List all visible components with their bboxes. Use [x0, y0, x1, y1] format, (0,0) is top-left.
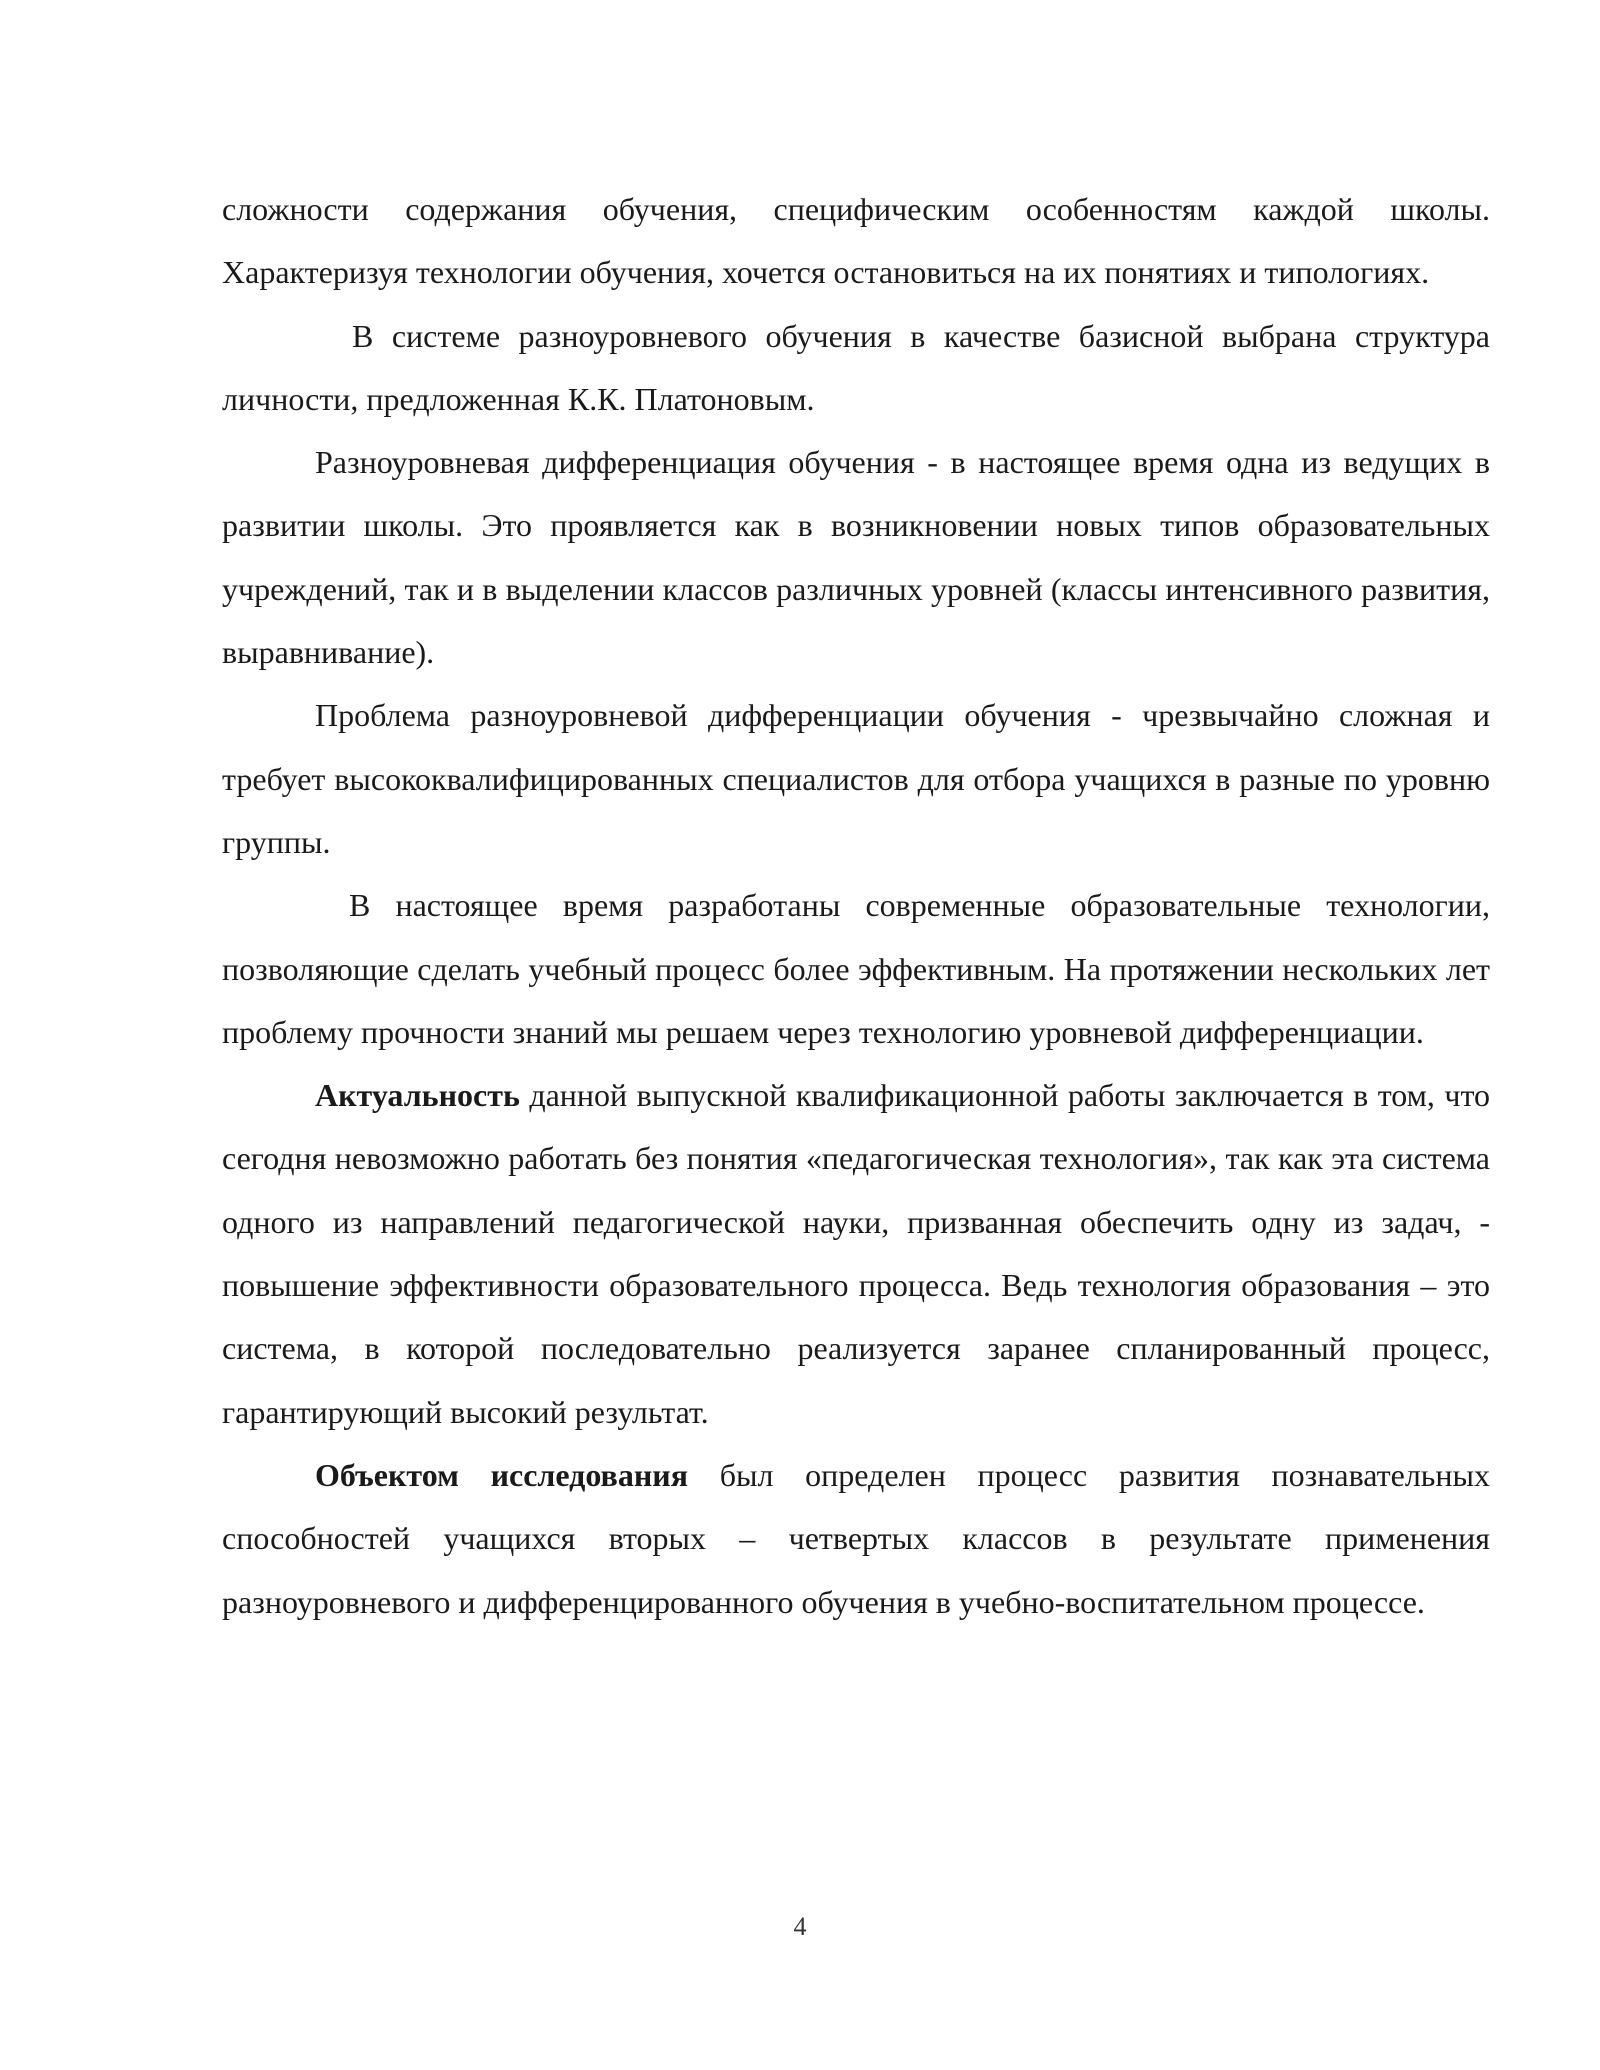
research-object-heading: Объектом исследования [315, 1456, 689, 1493]
paragraph-research-object [222, 1444, 1490, 1634]
paragraph-text: В настоящее время разработаны современные образовательные технологии, позволяющие сделать учебный процесс более эффективным. На протяжении нескольких лет проблему прочности знаний мы решаем через технологию уровневой дифференциации. [222, 887, 1490, 1050]
document-body [222, 178, 1490, 1634]
paragraph-problem [222, 684, 1490, 874]
page-number: 4 [793, 1912, 807, 1941]
paragraph-text: Проблема разноуровневой дифференциации обучения - чрезвычайно сложная и требует высококвалифицированных специалистов для отбора учащихся в разные по уровню группы. [222, 697, 1490, 860]
paragraph-technologies [222, 874, 1490, 1064]
paragraph-continuation [222, 178, 1490, 305]
paragraph-text: Разноуровневая дифференциация обучения - в настоящее время одна из ведущих в развитии школы. Это проявляется как в возникновении новых типов образовательных учреждений, так и в выделении классов различных уровней (классы интенсивного развития, выравнивание). [222, 444, 1490, 671]
paragraph-platonov-structure [222, 305, 1490, 432]
relevance-heading: Актуальность [315, 1077, 520, 1114]
paragraph-differentiation [222, 431, 1490, 684]
paragraph-relevance [222, 1064, 1490, 1444]
paragraph-text: В системе разноуровневого обучения в качестве базисной выбрана структура личности, предложенная К.К. Платоновым. [222, 317, 1490, 417]
paragraph-text: сложности содержания обучения, специфическим особенностям каждой школы. Характеризуя технологии обучения, хочется остановиться на их понятиях и типологиях. [222, 191, 1490, 291]
paragraph-text: был определен процесс развития познавательных способностей учащихся вторых – четвертых классов в результате применения разноуровневого и дифференцированного обучения в учебно-воспитательном процессе. [222, 1456, 1491, 1620]
paragraph-text: данной выпускной квалификационной работы заключается в том, что сегодня невозможно работать без понятия «педагогическая технология», так как эта система одного из направлений педагогической науки, призванная обеспечить одну из задач, - повышение эффективности образовательного процесса. Ведь технология образования – это система, в которой последовательно реализуется заранее спланированный процесс, гарантирующий высокий результат. [222, 1077, 1490, 1430]
